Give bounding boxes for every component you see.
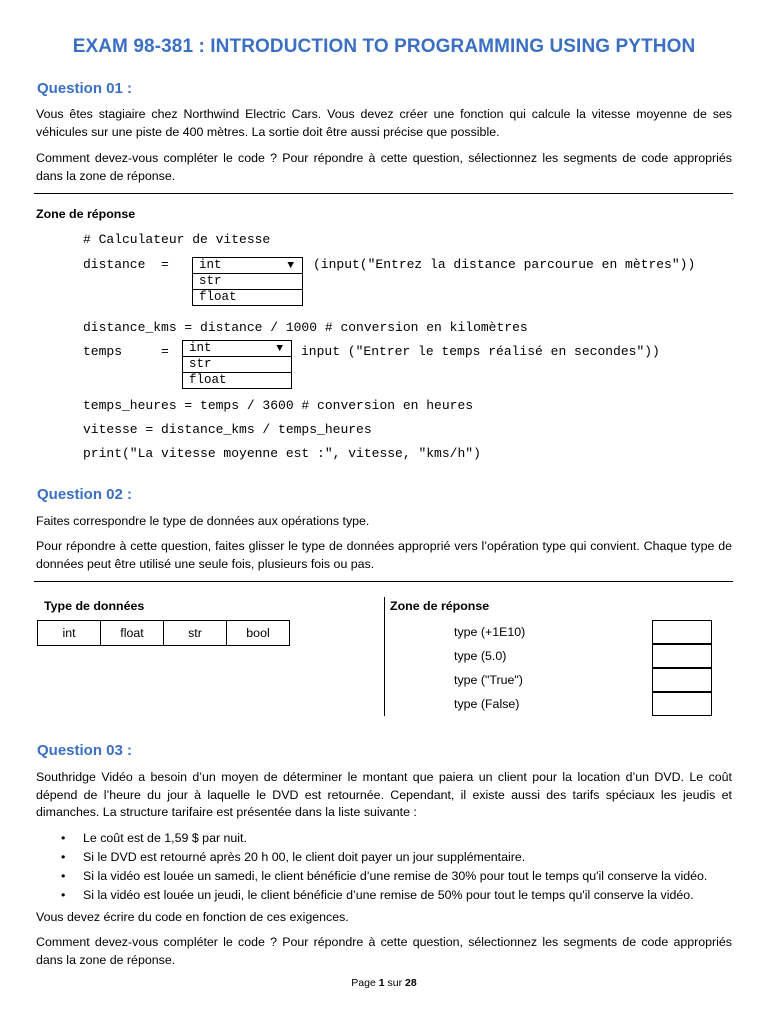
footer-sur: sur: [387, 977, 403, 989]
q1-paragraph-1: Vous êtes stagiaire chez Northwind Electric Cars. Vous devez créer une fonction qui calcule la vitesse moyenne de ses véhicules sur une piste de 400 mètres. La sortie doit être aussi précise que possible.: [36, 107, 732, 139]
operation-label: type (+1E10): [454, 625, 526, 639]
q2-paragraph-2: Pour répondre à cette question, faites glisser le type de données approprié vers l’opération type qui convient. Chaque type de données peut être utilisé une seule fois, plusieurs fois ou pas.: [36, 539, 732, 571]
divider: [34, 581, 733, 582]
answer-slot-1[interactable]: [652, 620, 712, 644]
types-table: [37, 620, 290, 646]
type-chip-str[interactable]: str: [164, 621, 227, 646]
code-temps-rhs: input ("Entrer le temps réalisé en secondes")): [301, 344, 660, 359]
list-item: • Si la vidéo est louée un jeudi, le client bénéficie d’une remise de 50% pour tout le temps qu'il conserve la vidéo.: [36, 886, 736, 905]
dropdown-temps-type[interactable]: [182, 340, 292, 389]
divider: [34, 193, 733, 194]
footer-page-total: 28: [405, 977, 417, 989]
q2-zone-label: Zone de réponse: [390, 599, 490, 613]
q3-heading: Question 03 :: [37, 742, 133, 759]
dropdown-option[interactable]: float: [199, 290, 237, 304]
dropdown-option[interactable]: str: [193, 274, 302, 290]
code-distance-kms: distance_kms = distance / 1000 # conversion en kilomètres: [83, 320, 528, 335]
list-item: • Si la vidéo est louée un samedi, le client bénéficie d’une remise de 30% pour tout le temps qu'il conserve la vidéo.: [36, 867, 736, 886]
code-vitesse: vitesse = distance_kms / temps_heures: [83, 422, 372, 437]
q1-zone-label: Zone de réponse: [36, 207, 136, 221]
dropdown-option[interactable]: int ▼: [193, 258, 302, 274]
code-temps-heures: temps_heures = temps / 3600 # conversion en heures: [83, 398, 474, 413]
answer-slot-3[interactable]: [652, 668, 712, 692]
answer-slot-2[interactable]: [652, 644, 712, 668]
code-distance-rhs: (input("Entrez la distance parcourue en mètres")): [313, 257, 696, 272]
q3-paragraph-2: Vous devez écrire du code en fonction de ces exigences.: [36, 910, 349, 924]
type-chip-int[interactable]: int: [38, 621, 101, 646]
page-title: EXAM 98-381 : INTRODUCTION TO PROGRAMMING USING PYTHON: [72, 36, 696, 57]
code-print: print("La vitesse moyenne est :", vitesse, "kms/h"): [83, 446, 481, 461]
footer-page-word: Page: [351, 977, 376, 989]
q1-heading: Question 01 :: [37, 80, 133, 97]
q2-heading: Question 02 :: [37, 486, 133, 503]
footer-page-number: 1: [378, 977, 385, 989]
q3-bullet-list: [36, 829, 736, 905]
dropdown-option[interactable]: int ▼: [183, 341, 291, 357]
q2-paragraph-1: Faites correspondre le type de données aux opérations type.: [36, 514, 370, 528]
code-temps-lhs: temps =: [83, 344, 169, 359]
code-distance-lhs: distance =: [83, 257, 169, 272]
answer-slot-4[interactable]: [652, 692, 712, 716]
type-chip-bool[interactable]: bool: [227, 621, 290, 646]
type-chip-float[interactable]: float: [101, 621, 164, 646]
q2-types-label: Type de données: [44, 599, 145, 613]
q3-paragraph-1: Southridge Vidéo a besoin d’un moyen de déterminer le montant que paiera un client pour la location d’un DVD. Le coût dépend de l’heure du jour à laquelle le DVD est retournée. Cependant, il existe aussi des tarifs spéciaux les jeudis et dimanches. La structure tarifaire est présentée dans la liste suivante :: [36, 770, 732, 819]
dropdown-option[interactable]: str: [183, 357, 291, 373]
page-footer: [0, 977, 768, 989]
caret-down-icon: ▼: [276, 343, 283, 355]
list-item: • Si le DVD est retourné après 20 h 00, le client doit payer un jour supplémentaire.: [36, 848, 736, 867]
q1-paragraph-2: Comment devez-vous compléter le code ? Pour répondre à cette question, sélectionnez les segments de code appropriés dans la zone de réponse.: [36, 151, 732, 183]
q3-paragraph-3: Comment devez-vous compléter le code ? Pour répondre à cette question, sélectionnez les segments de code appropriés dans la zone de réponse.: [36, 935, 732, 967]
operation-label: type ("True"): [454, 673, 523, 687]
code-comment: # Calculateur de vitesse: [83, 232, 271, 247]
caret-down-icon: ▼: [287, 260, 294, 272]
dropdown-distance-type[interactable]: [192, 257, 303, 306]
list-item: • Le coût est de 1,59 $ par nuit.: [36, 829, 736, 848]
column-divider: [384, 597, 385, 716]
operation-label: type (False): [454, 697, 520, 711]
operation-label: type (5.0): [454, 649, 507, 663]
dropdown-option[interactable]: float: [189, 373, 227, 387]
